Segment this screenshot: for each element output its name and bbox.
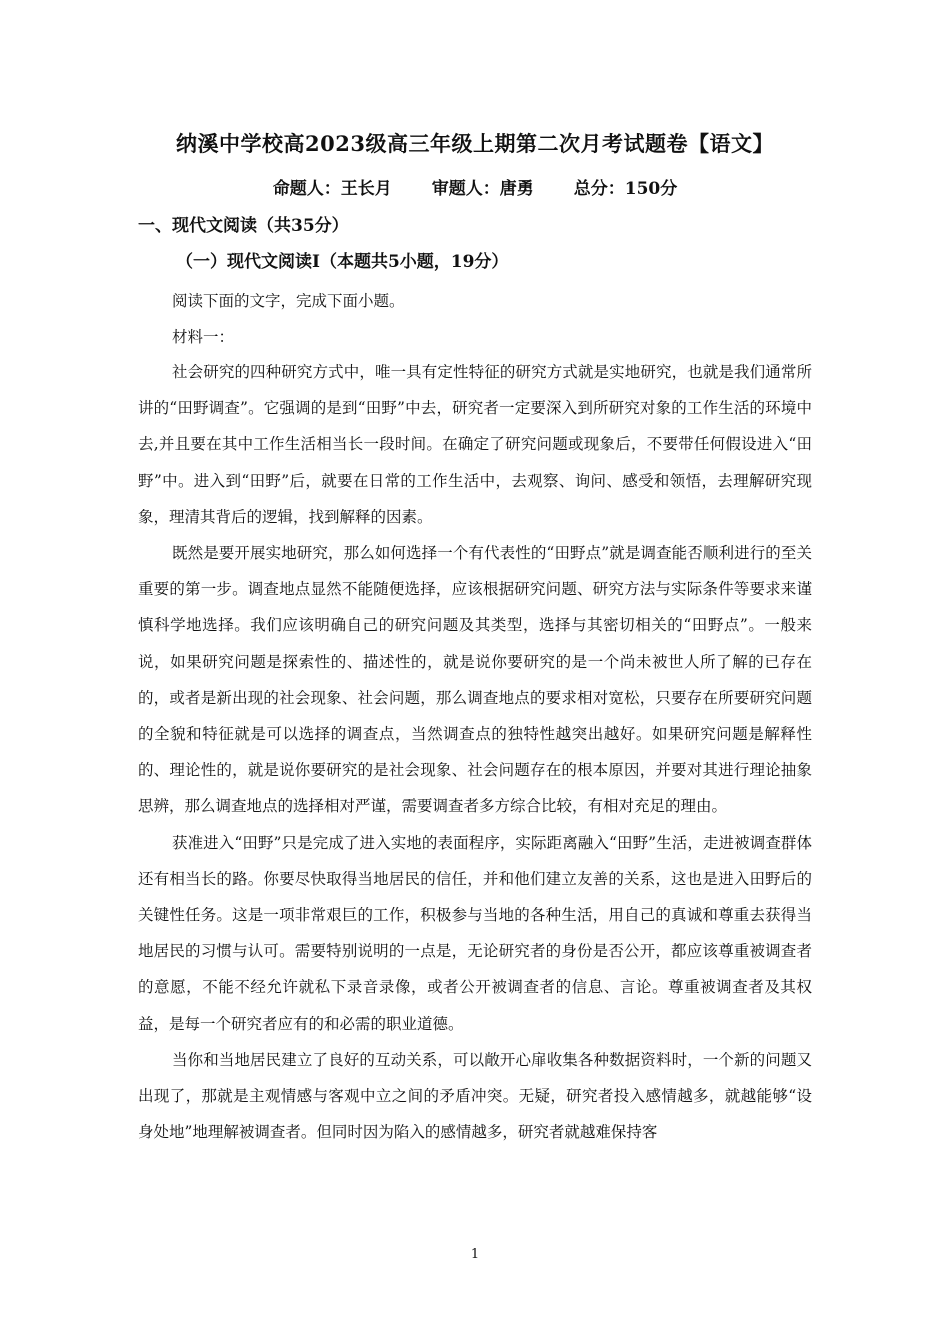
page-number: 1 [470,1247,480,1262]
setter-label: 命题人：王长月 [272,179,392,199]
passage-paragraph: 当你和当地居民建立了良好的互动关系，可以敞开心扉收集各种数据资料时，一个新的问题又出现了，那就是主观情感与客观中立之间的矛盾冲突。无疑，研究者投入感情越多，就越能够“设身处地”地理解被调查者。但同时因为陷入的感情越多，研究者就越难保持客 [138,1050,812,1142]
reviewer-label: 审题人：唐勇 [431,179,534,199]
subsection-heading: （一）现代文阅读Ⅰ（本题共5小题，19分） [176,252,509,272]
passage-paragraph: 既然是要开展实地研究，那么如何选择一个有代表性的“田野点”就是调查能否顺利进行的至关重要的第一步。调查地点显然不能随便选择，应该根据研究问题、研究方法与实际条件等要求来谨慎科学地选择。我们应该明确自己的研究问题及其类型，选择与其密切相关的“田野点”。一般来说，如果研究问题是探索性的、描述性的，就是说你要研究的是一个尚未被世人所了解的已存在的，或者是新出现的社会现象、社会问题，那么调查地点的要求相对宽松，只要存在所要研究问题的全貌和特征就是可以选择的调查点，当然调查点的独特性越突出越好。如果研究问题是解释性的、理论性的，就是说你要研究的是社会现象、社会问题存在的根本原因，并要对其进行理论抽象思辨，那么调查地点的选择相对严谨，需要调查者多方综合比较，有相对充足的理由。 [138,544,812,816]
material-label: 材料一： [172,328,235,346]
passage-paragraph: 获准进入“田野”只是完成了进入实地的表面程序，实际距离融入“田野”生活，走进被调查群体还有相当长的路。你要尽快取得当地居民的信任，并和他们建立友善的关系，这也是进入田野后的关键性任务。这是一项非常艰巨的工作，积极参与当地的各种生活，用自己的真诚和尊重去获得当地居民的习惯与认可。需要特别说明的一点是，无论研究者的身份是否公开，都应该尊重被调查者的意愿，不能不经允许就私下录音录像，或者公开被调查者的信息、言论。尊重被调查者及其权益，是每一个研究者应有的和必需的职业道德。 [138,833,812,1033]
exam-title: 纳溪中学校高2023级高三年级上期第二次月考试题卷【语文】 [176,131,774,156]
section-heading: 一、现代文阅读（共35分） [138,216,349,236]
passage-body [138,354,812,1150]
reading-instruction: 阅读下面的文字，完成下面小题。 [172,292,405,310]
total-score-label: 总分：150分 [573,179,678,199]
exam-credits [0,174,950,199]
passage-paragraph: 社会研究的四种研究方式中，唯一具有定性特征的研究方式就是实地研究，也就是我们通常所讲的“田野调查”。它强调的是到“田野”中去，研究者一定要深入到所研究对象的工作生活的环境中去,并且要在其中工作生活相当长一段时间。在确定了研究问题或现象后，不要带任何假设进入“田野”中。进入到“田野”后，就要在日常的工作生活中，去观察、询问、感受和领悟，去理解研究现象，理清其背后的逻辑，找到解释的因素。 [138,363,812,526]
